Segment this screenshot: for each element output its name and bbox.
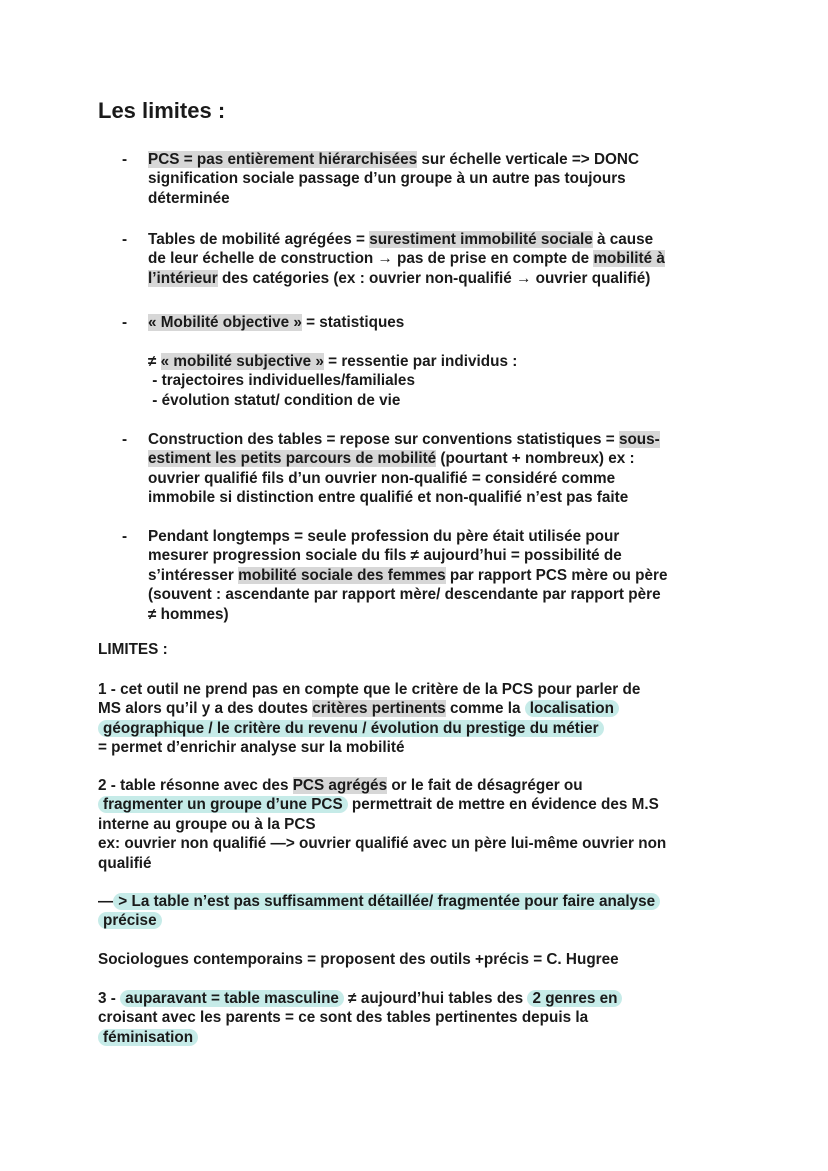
paragraph: 1 - cet outil ne prend pas en compte que le critère de la PCS pour parler de MS alors qu’il y a des doutes critères pertinents comme la localisation géographique / le critère du revenu / évolution du prestige du métier = permet d’enrichir analyse sur la mobilité [98,681,641,757]
bullet-item: - Tables de mobilité agrégées = surestiment immobilité sociale à cause de leur échelle de construction → pas de prise en compte de mobilité à l’intérieur des catégories (ex : ouvrier non-qualifié → ouvrier qualifié) [122,231,665,287]
text-line: - évolution statut/ condition de vie [148,391,401,409]
highlight: sous- [618,431,660,448]
bullet-dash: - [122,431,128,448]
highlight: critères pertinents [312,700,446,718]
bullet-dash: - [122,528,128,545]
bullet-dash: - [122,231,128,248]
bullet-dash: - [122,151,128,168]
highlight: > La table n’est pas suffisamment détaillée/ fragmentée pour faire analyse [113,893,660,910]
bullet-item: - Pendant longtemps = seule profession du père était utilisée pour mesurer progression sociale du fils ≠ aujourd’hui = possibilité de s’intéresser mobilité sociale des femmes par rapport PCS mère ou père (souvent : ascendante par rapport mère/ descendante par rapport père ≠ hommes) [148,527,748,624]
highlight: « Mobilité objective » [148,314,302,331]
text-line: ≠ hommes) [148,605,229,623]
highlight: mobilité à [593,250,665,268]
text-line: mesurer progression sociale du fils ≠ aujourd’hui = possibilité de [148,547,622,565]
page-title: Les limites : [98,98,226,123]
bullet-item: - PCS = pas entièrement hiérarchisées sur échelle verticale => DONC signification sociale passage d’un groupe à un autre pas toujours déterminée [148,150,748,208]
highlight: féminisation [98,1029,198,1046]
highlight: 2 genres en [527,990,622,1007]
bullet-item: - « Mobilité objective » = statistiques ≠ « mobilité subjective » = ressentie par individus : - trajectoires individuelles/familiales - évolution statut/ condition de vie [148,313,748,410]
paragraph: 3 - auparavant = table masculine ≠ aujourd’hui tables des 2 genres en croisant avec les parents = ce sont des tables pertinentes depuis la féminisation [98,989,758,1047]
paragraph: — > La table n’est pas suffisamment détaillée/ fragmentée pour faire analyse précise [98,892,758,931]
paragraph: 2 - table résonne avec des PCS agrégés or le fait de désagréger ou fragmenter un groupe d’une PCS permettrait de mettre en évidence des M.S interne au groupe ou à la PCS ex: ouvrier non qualifié —> ouvrier qualifié avec un père lui-même ouvrier non qualifié [98,777,667,872]
highlight: PCS = pas entièrement hiérarchisées [148,151,418,168]
paragraph: Sociologues contemporains = proposent des outils +précis = C. Hugree [98,951,619,968]
highlight: auparavant = table masculine [120,990,344,1007]
highlight: précise [98,912,162,929]
highlight: géographique / le critère du revenu / évolution du prestige du métier [98,720,604,737]
highlight: estiment les petits parcours de mobilité [148,450,437,468]
highlight: l’intérieur [148,269,218,287]
highlight: mobilité sociale des femmes [238,566,446,584]
text-line: signification sociale passage d’un groupe à un autre pas toujours [148,170,626,188]
highlight: localisation [525,700,619,717]
text-line: (souvent : ascendante par rapport mère/ descendante par rapport père [148,586,661,604]
text-line: ouvrier qualifié fils d’un ouvrier non-qualifié = considéré comme [148,469,616,487]
text-line: Pendant longtemps = seule profession du père était utilisée pour [148,528,620,545]
bullet-dash: - [122,314,128,331]
highlight: PCS agrégés [292,777,388,794]
section-label: LIMITES : [98,641,168,658]
text-line: immobile si distinction entre qualifié et non-qualifié n’est pas faite [148,489,629,507]
highlight: « mobilité subjective » [160,352,324,370]
highlight: fragmenter un groupe d’une PCS [98,796,348,813]
text-line: - trajectoires individuelles/familiales [148,372,415,390]
highlight: surestiment immobilité sociale [369,231,593,248]
text-line: déterminée [148,189,230,207]
bullet-item: - Construction des tables = repose sur conventions statistiques = sous- estiment les petits parcours de mobilité (pourtant + nombreux) ex : ouvrier qualifié fils d’un ouvrier non-qualifié = considéré comme immobile si distinction entre qualifié et non-qualifié n’est pas faite [148,430,748,508]
